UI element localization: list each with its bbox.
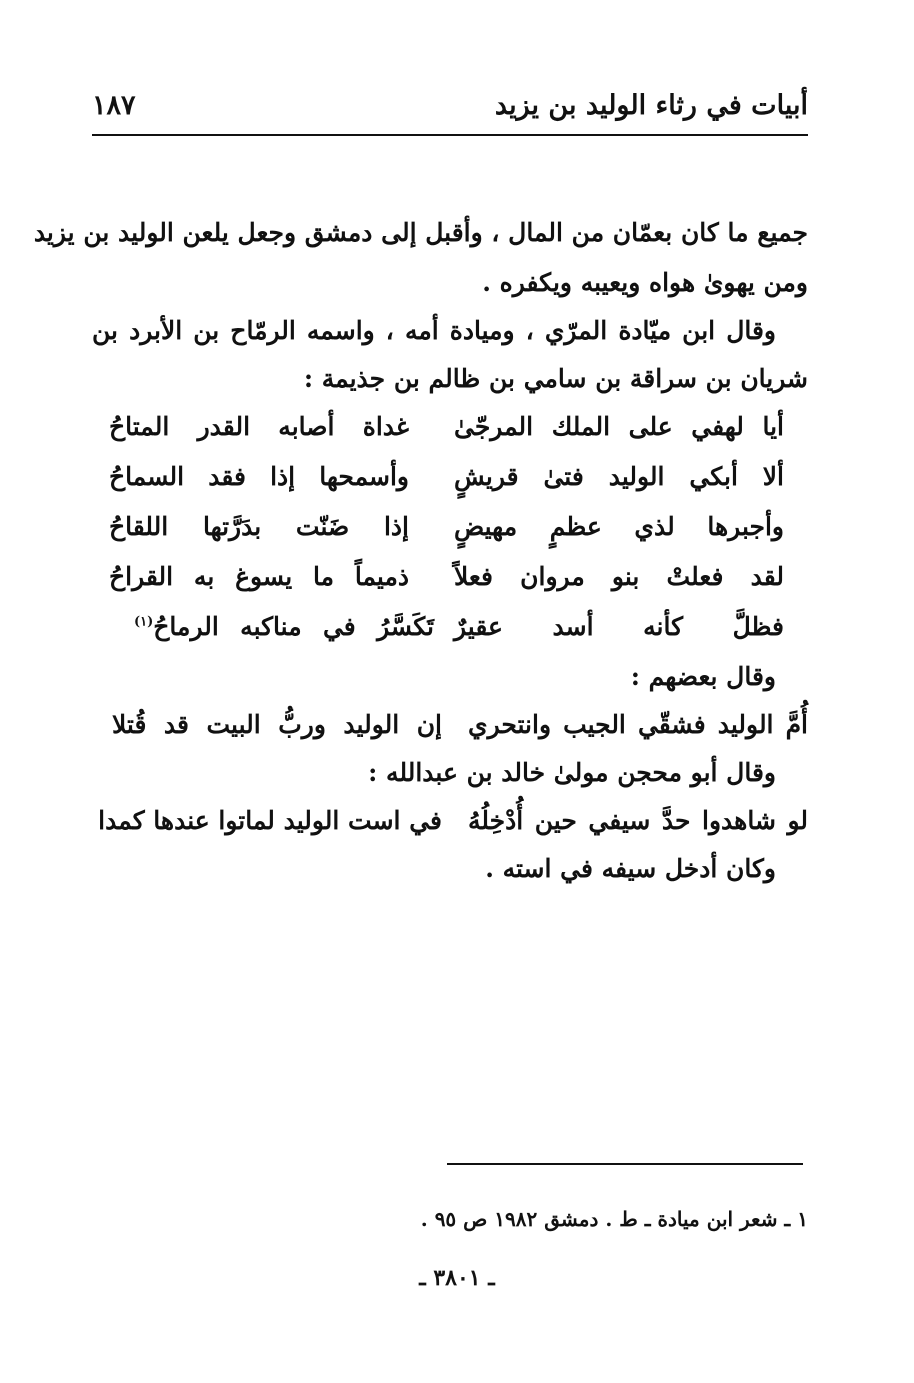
footnote-rule	[447, 1163, 803, 1165]
verse-hemistich-right: أيا لهفي على الملك المرجّىٰ	[454, 412, 784, 441]
verse-hemistich-left: إذا ضَنّت بدَرَّتها اللقاحُ	[109, 512, 409, 541]
verse-hemistich-text: تَكَسَّرُ في مناكبه الرماحُ	[153, 612, 434, 641]
verse-hemistich-right: فظلَّ كأنه أسد عقيرٌ	[454, 612, 784, 641]
running-title: أبيات في رثاء الوليد بن يزيد	[494, 90, 808, 121]
paragraph-line: وكان أدخل سيفه في استه .	[485, 854, 776, 883]
paragraph-line: جميع ما كان بعمّان من المال ، وأقبل إلى دمشق وجعل يلعن الوليد بن يزيد	[33, 218, 808, 247]
verse-hemistich-left	[134, 612, 434, 642]
verse-hemistich-left: إن الوليد وربُّ البيت قد قُتلا	[112, 710, 442, 739]
page-header	[92, 84, 808, 134]
paragraph-line: وقال ابن ميّادة المرّي ، وميادة أمه ، واسمه الرمّاح بن الأبرد بن	[92, 316, 776, 345]
paragraph-line: وقال أبو محجن مولىٰ خالد بن عبدالله :	[368, 758, 776, 787]
verse-hemistich-right: لو شاهدوا حدَّ سيفي حين أُدْخِلُهُ	[468, 806, 808, 835]
footnote: ١ ـ شعر ابن ميادة ـ ط . دمشق ١٩٨٢ ص ٩٥ .	[420, 1207, 808, 1231]
verse-hemistich-left: ذميماً ما يسوغ به القراحُ	[109, 562, 409, 591]
page-number: ١٨٧	[92, 90, 136, 121]
paragraph-line: وقال بعضهم :	[630, 662, 776, 691]
footnote-marker: (١)	[134, 614, 154, 630]
paragraph-line: ومن يهوىٰ هواه ويعيبه ويكفره .	[482, 268, 808, 297]
verse-hemistich-right: ألا أبكي الوليد فتىٰ قريشٍ	[454, 462, 784, 491]
header-rule	[92, 134, 808, 136]
bottom-page-number: ـ ٣٨٠١ ـ	[419, 1265, 495, 1291]
verse-hemistich-left: وأسمحها إذا فقد السماحُ	[109, 462, 409, 491]
verse-hemistich-right: لقد فعلتْ بنو مروان فعلاً	[454, 562, 784, 591]
verse-hemistich-left: في است الوليد لماتوا عندها كمدا	[98, 806, 442, 835]
verse-hemistich-right: أُمَّ الوليد فشقّي الجيب وانتحري	[468, 710, 808, 739]
verse-hemistich-right: وأجبرها لذي عظمٍ مهيضٍ	[454, 512, 784, 541]
paragraph-line: شريان بن سراقة بن سامي بن ظالم بن جذيمة :	[303, 364, 808, 393]
verse-hemistich-left: غداة أصابه القدر المتاحُ	[109, 412, 409, 441]
